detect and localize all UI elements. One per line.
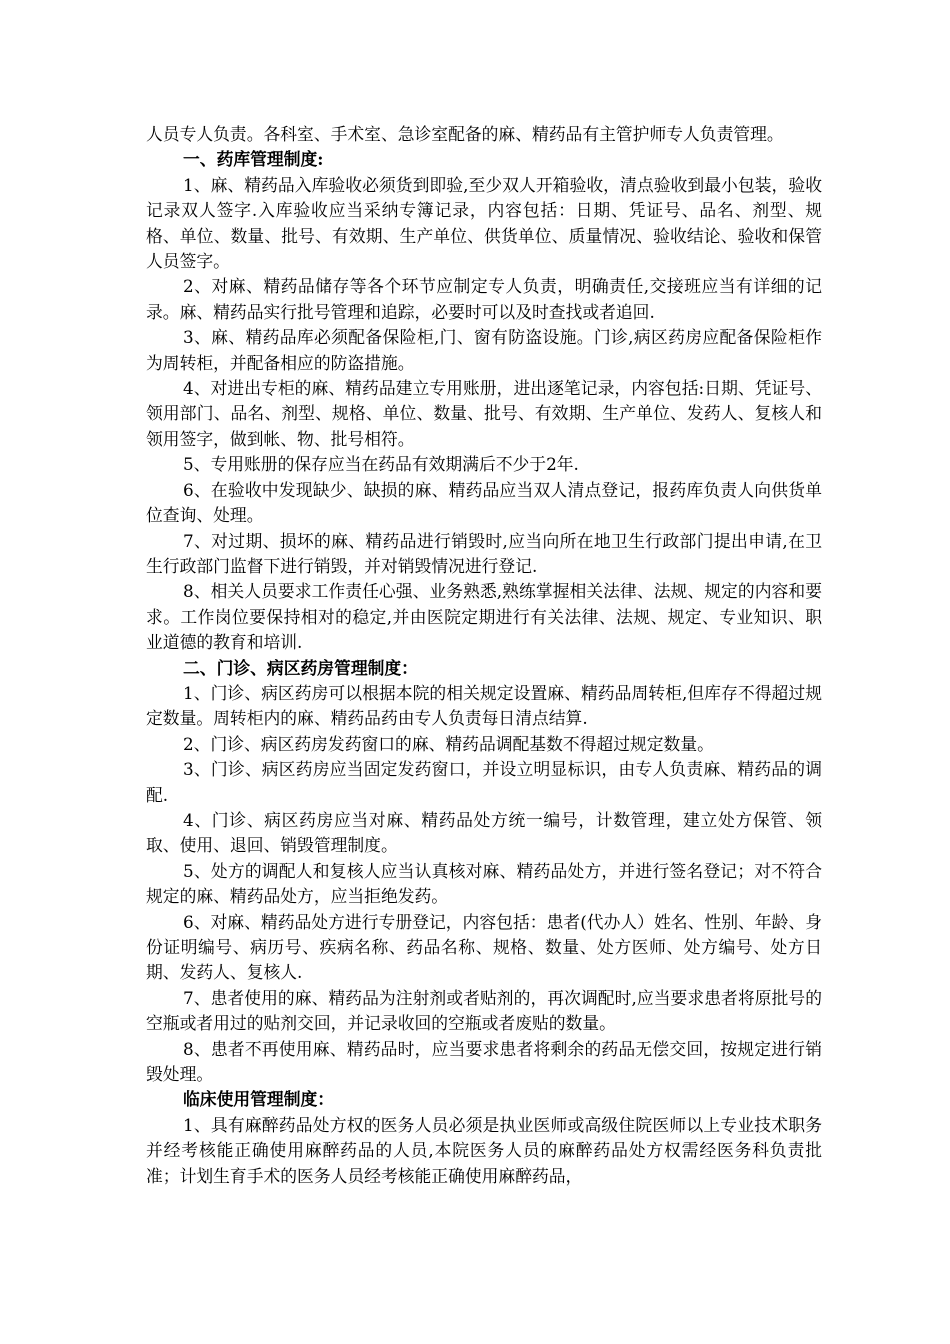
- paragraph: 4、门诊、病区药房应当对麻、精药品处方统一编号，计数管理，建立处方保管、领取、使用、退回、销毁管理制度。: [146, 809, 822, 856]
- paragraph: 1、具有麻醉药品处方权的医务人员必须是执业医师或高级住院医师以上专业技术职务并经考核能正确使用麻醉药品的人员,本院医务人员的麻醉药品处方权需经医务科负责批准；计划生育手术的医务人员经考核能正确使用麻醉药品，: [146, 1114, 822, 1186]
- paragraph: 7、对过期、损坏的麻、精药品进行销毁时,应当向所在地卫生行政部门提出申请,在卫生行政部门监督下进行销毁，并对销毁情况进行登记.: [146, 530, 822, 576]
- section-heading: 二、门诊、病区药房管理制度：: [183, 657, 418, 678]
- paragraph: 3、门诊、病区药房应当固定发药窗口，并设立明显标识，由专人负责麻、精药品的调配.: [146, 759, 822, 805]
- paragraph: 6、对麻、精药品处方进行专册登记，内容包括：患者(代办人）姓名、性别、年龄、身份证明编号、病历号、疾病名称、药品名称、规格、数量、处方医师、处方编号、处方日期、发药人、复核人.: [146, 911, 822, 983]
- paragraph: 人员专人负责。各科室、手术室、急诊室配备的麻、精药品有主管护师专人负责管理。: [146, 124, 784, 144]
- paragraph: 1、门诊、病区药房可以根据本院的相关规定设置麻、精药品周转柜,但库存不得超过规定数量。周转柜内的麻、精药品药由专人负责每日清点结算.: [146, 682, 822, 729]
- paragraph: 4、对进出专柜的麻、精药品建立专用账册，进出逐笔记录，内容包括:日期、凭证号、领用部门、品名、剂型、规格、单位、数量、批号、有效期、生产单位、发药人、复核人和领用签字，做到帐、物、批号相符。: [146, 378, 822, 449]
- paragraph: 8、患者不再使用麻、精药品时，应当要求患者将剩余的药品无偿交回，按规定进行销毁处理。: [146, 1038, 822, 1085]
- paragraph: 5、处方的调配人和复核人应当认真核对麻、精药品处方，并进行签名登记；对不符合规定的麻、精药品处方，应当拒绝发药。: [146, 860, 822, 907]
- paragraph: 6、在验收中发现缺少、缺损的麻、精药品应当双人清点登记，报药库负责人向供货单位查询、处理。: [146, 479, 822, 526]
- paragraph: 3、麻、精药品库必须配备保险柜,门、窗有防盗设施。门诊,病区药房应配备保险柜作为周转柜，并配备相应的防盗措施。: [146, 327, 822, 373]
- paragraph: 2、对麻、精药品储存等各个环节应制定专人负责，明确责任,交接班应当有详细的记录。麻、精药品实行批号管理和追踪，必要时可以及时查找或者追回.: [146, 276, 822, 322]
- paragraph: 1、麻、精药品入库验收必须货到即验,至少双人开箱验收，清点验收到最小包装，验收记录双人签字.入库验收应当采纳专簿记录，内容包括：日期、凭证号、品名、剂型、规格、单位、数量、批号、有效期、生产单位、供货单位、质量情况、验收结论、验收和保管人员签字。: [146, 174, 822, 272]
- paragraph: 2、门诊、病区药房发药窗口的麻、精药品调配基数不得超过规定数量。: [183, 733, 714, 754]
- section-heading: 临床使用管理制度：: [183, 1089, 335, 1110]
- paragraph: 7、患者使用的麻、精药品为注射剂或者贴剂的，再次调配时,应当要求患者将原批号的空瓶或者用过的贴剂交回，并记录收回的空瓶或者废贴的数量。: [146, 987, 822, 1034]
- document-page: [146, 122, 822, 1189]
- paragraph: 8、相关人员要求工作责任心强、业务熟悉,熟练掌握相关法律、法规、规定的内容和要求。工作岗位要保持相对的稳定,并由医院定期进行有关法律、法规、规定、专业知识、职业道德的教育和培训.: [146, 581, 822, 653]
- section-heading: 一、药库管理制度:: [183, 149, 324, 170]
- paragraph: 5、专用账册的保存应当在药品有效期满后不少于2年.: [183, 454, 579, 475]
